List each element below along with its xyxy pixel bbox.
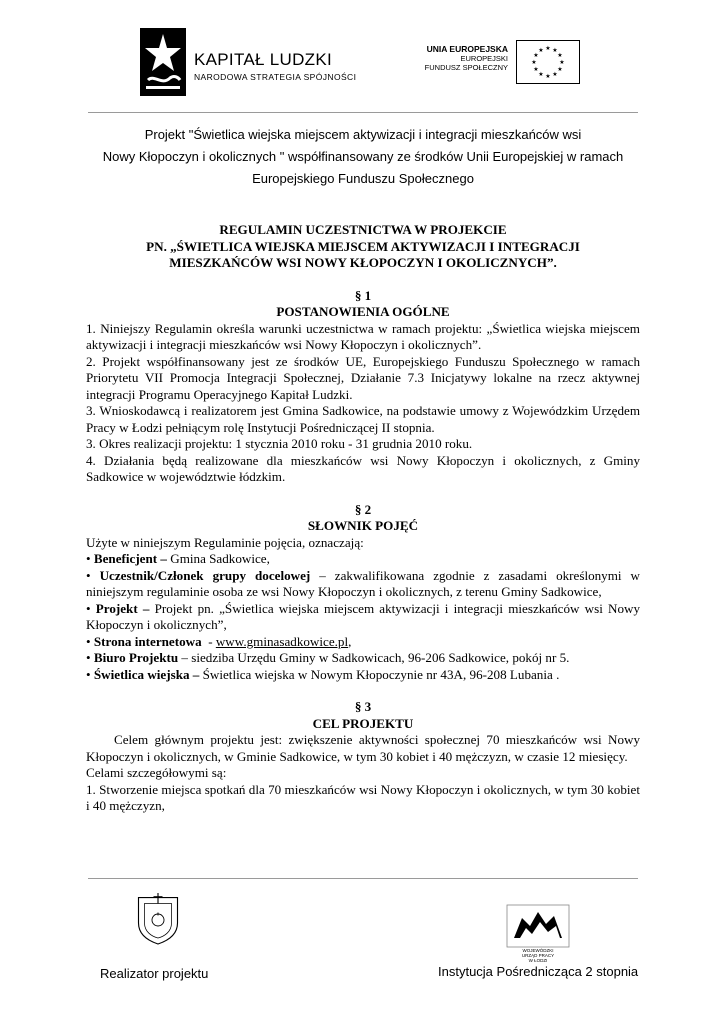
term: Uczestnik/Członek grupy docelowej (99, 567, 311, 583)
wup-logo-text (506, 948, 570, 963)
document-body (86, 222, 640, 815)
section-3 (86, 699, 640, 815)
section-1 (86, 288, 640, 486)
list-item (86, 667, 640, 684)
svg-text:★: ★ (559, 59, 565, 66)
svg-text:★: ★ (552, 71, 558, 78)
wup-logo (506, 904, 570, 964)
title-line-2: PN. „ŚWIETLICA WIEJSKA MIEJSCEM AKTYWIZACJI I INTEGRACJI (146, 238, 580, 254)
definition: – zakwalifikowana zgodnie z zasadami określonymi w niniejszym regulaminie osoba ze wsi Nowy Kłopoczyn i okolicznych, z terenu Gminy Sadkowice, (86, 567, 640, 599)
list-item (86, 601, 640, 634)
title-line-1: REGULAMIN UCZESTNICTWA W PROJEKCIE (219, 222, 507, 237)
realizator-label: Realizator projektu (100, 966, 209, 981)
term: Projekt – (95, 600, 150, 616)
bullet: • (86, 551, 91, 566)
gmina-coat-of-arms-icon (96, 890, 220, 962)
svg-text:★: ★ (538, 47, 544, 54)
header-divider (88, 112, 638, 113)
logo-subtitle: NARODOWA STRATEGIA SPÓJNOŚCI (194, 72, 357, 82)
svg-text:★: ★ (533, 52, 539, 59)
list-item (86, 551, 640, 568)
svg-text:★: ★ (557, 52, 563, 59)
eu-logo (418, 40, 580, 84)
kapital-ludzki-logo (140, 28, 360, 98)
bullet: • (86, 600, 91, 616)
eu-line3: FUNDUSZ SPOŁECZNY (424, 63, 508, 72)
section-number: § 2 (354, 501, 372, 517)
project-header (88, 124, 638, 190)
project-line-3: Europejskiego Funduszu Społecznego (252, 171, 474, 186)
document-title (86, 222, 640, 272)
section-title: SŁOWNIK POJĘĆ (307, 518, 419, 533)
definition: – siedziba Urzędu Gminy w Sadkowicach, 96-206 Sadkowice, pokój nr 5. (178, 650, 570, 665)
section-title: POSTANOWIENIA OGÓLNE (276, 304, 450, 319)
term: Biuro Projektu (93, 650, 179, 665)
spacer (86, 486, 640, 502)
bullet: • (86, 650, 91, 665)
project-line-1: Projekt "Świetlica wiejska miejscem aktywizacji i integracji mieszkańców wsi (144, 127, 582, 142)
wup-line1: WOJEWÓDZKI (522, 948, 554, 953)
wup-line2: URZĄD PRACY (521, 953, 555, 958)
svg-text:★: ★ (545, 45, 551, 52)
svg-text:★: ★ (538, 71, 544, 78)
definition: Świetlica wiejska w Nowym Kłopoczynie nr 43A, 96-208 Lubania . (199, 666, 560, 682)
paragraph: 3. Wnioskodawcą i realizatorem jest Gmina Sadkowice, na podstawie umowy z Wojewódzkim Urzędem Pracy w Łodzi pełniącym rolę Instytucji Pośredniczącej II stopnia. (86, 403, 640, 435)
website-link[interactable]: www.gminasadkowice.pl, (215, 633, 352, 649)
paragraph: Użyte w niniejszym Regulaminie pojęcia, oznaczają: (86, 534, 364, 550)
bullet: • (86, 633, 91, 649)
section-number: § 3 (354, 699, 372, 714)
list-item (86, 634, 640, 651)
svg-text:★: ★ (531, 59, 537, 66)
eu-flag-icon (516, 40, 580, 84)
paragraph: 1. Niniejszy Regulamin określa warunki uczestnictwa w ramach projektu: „Świetlica wiejska miejscem aktywizacji i integracji mieszkańców wsi Nowy Kłopoczyn i okolicznych”. (86, 320, 640, 352)
svg-text:★: ★ (545, 73, 551, 80)
definition: Gmina Sadkowice, (166, 551, 270, 566)
spacer (86, 272, 640, 288)
wup-emblem-icon (506, 904, 570, 948)
svg-text:★: ★ (552, 47, 558, 54)
term: Strona internetowa (93, 633, 202, 649)
spacer (86, 683, 640, 699)
footer-divider (88, 878, 638, 879)
paragraph: 2. Projekt współfinansowany jest ze środków UE, Europejskiego Funduszu Społecznego w ramach Priorytetu VII Promocja Integracji Społecznej, Działanie 7.3 Inicjatywy lokalne na rzecz aktywnej integracji Programu Operacyjnego Kapitał Ludzki. (86, 353, 640, 402)
term: Beneficjent – (93, 551, 167, 566)
bullet: • (86, 567, 91, 583)
section-number: § 1 (354, 287, 372, 303)
intermediary-label: Instytucja Pośrednicząca 2 stopnia (438, 964, 639, 979)
kapital-ludzki-emblem-icon (140, 28, 186, 96)
title-line-3: MIESZKAŃCÓW WSI NOWY KŁOPOCZYN I OKOLICZNYCH”. (169, 255, 557, 270)
wup-line3: W ŁODZI (528, 958, 548, 963)
paragraph: 3. Okres realizacji projektu: 1 stycznia 2010 roku - 31 grudnia 2010 roku. (86, 436, 473, 451)
eu-line1: UNIA EUROPEJSKA (426, 44, 508, 54)
svg-text:★: ★ (533, 66, 539, 73)
list-item (86, 568, 640, 601)
svg-text:★: ★ (557, 66, 563, 73)
eu-line2: EUROPEJSKI (460, 54, 508, 63)
logo-title: KAPITAŁ LUDZKI (194, 50, 333, 69)
term: Świetlica wiejska – (93, 666, 200, 682)
section-2 (86, 502, 640, 684)
paragraph: 4. Działania będą realizowane dla mieszkańców wsi Nowy Kłopoczyn i okolicznych, z Gminy Sadkowice w województwie łódzkim. (86, 452, 640, 484)
paragraph: 1. Stworzenie miejsca spotkań dla 70 mieszkańców wsi Nowy Kłopoczyn i okolicznych, w tym 30 kobiet i 40 mężczyzn, (86, 781, 640, 813)
eu-logo-text (425, 44, 508, 72)
definition: Projekt pn. „Świetlica wiejska miejscem aktywizacji i integracji mieszkańców wsi Nowy Kłopoczyn i okolicznych”, (86, 600, 640, 632)
bullet: • (86, 666, 91, 682)
paragraph: Celem głównym projektu jest: zwiększenie aktywności społecznej 70 mieszkańców wsi Nowy Kłopoczyn i okolicznych, w Gminie Sadkowice, w tym 30 kobiet i 40 mężczyzn, w czasie 12 miesięcy. (86, 732, 640, 764)
paragraph: Celami szczegółowymi są: (86, 765, 227, 780)
section-title: CEL PROJEKTU (312, 715, 414, 731)
project-line-2: Nowy Kłopoczyn i okolicznych " współfinansowany ze środków Unii Europejskiej w ramach (102, 149, 624, 164)
list-item (86, 650, 640, 667)
separator: - (201, 633, 216, 649)
